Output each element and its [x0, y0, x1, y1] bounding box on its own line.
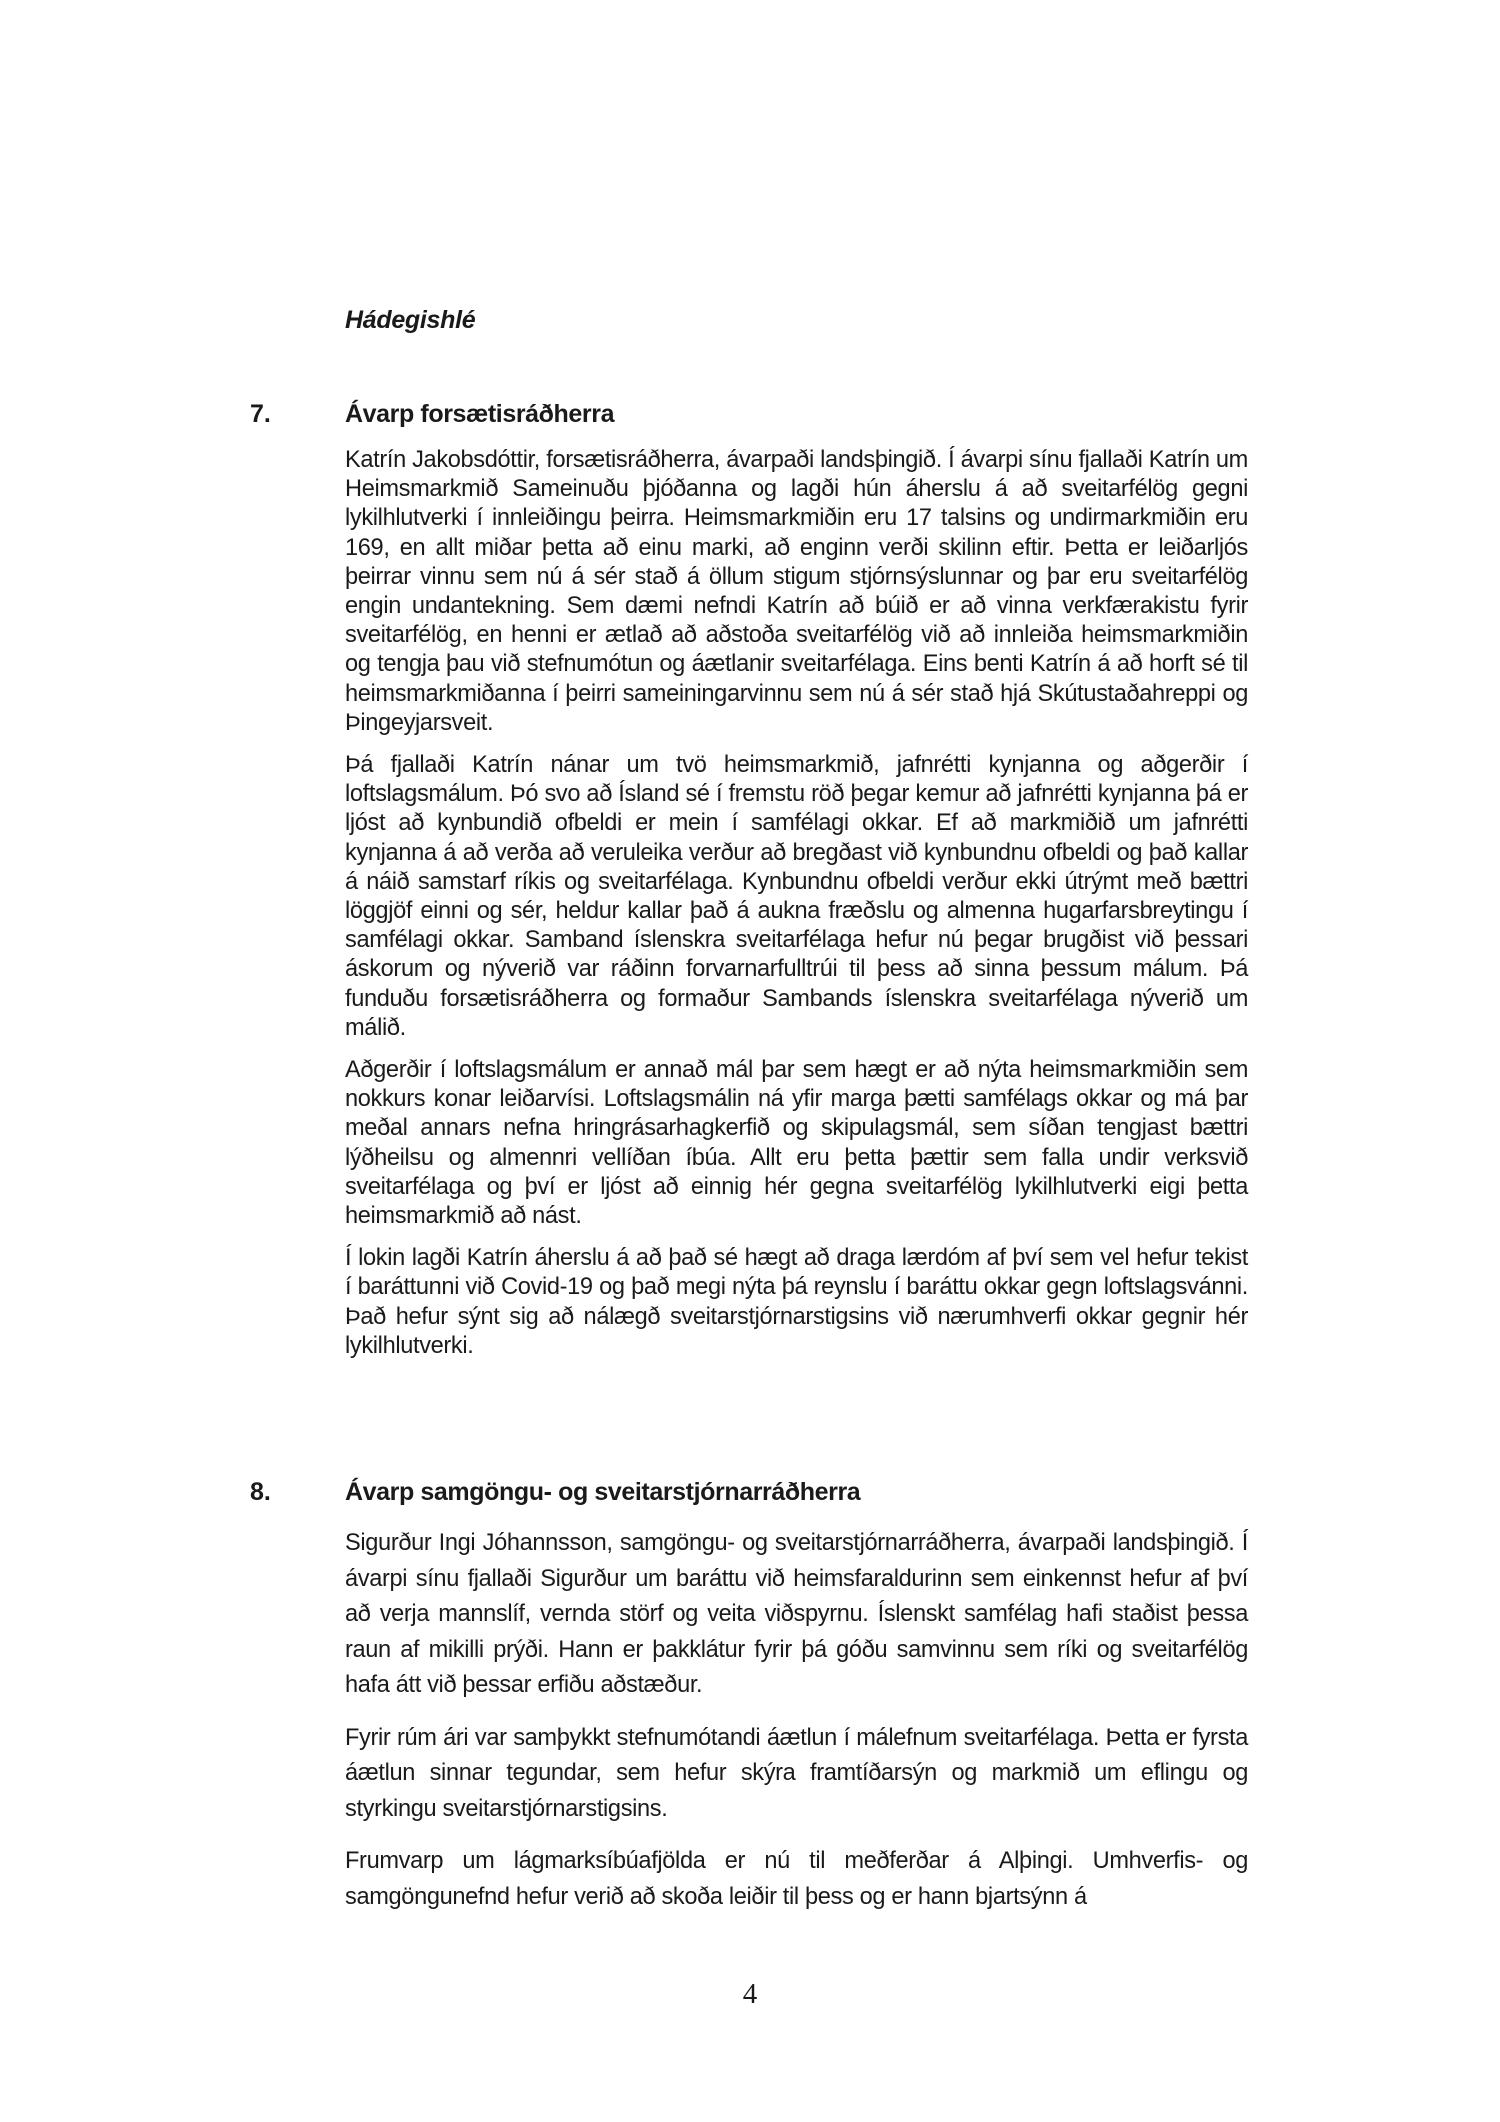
section-heading [250, 400, 1248, 436]
section-title: Ávarp samgöngu- og sveitarstjórnarráðherra [345, 1478, 861, 1506]
section-body [345, 446, 1248, 1361]
paragraph: Sigurður Ingi Jóhannsson, samgöngu- og sveitarstjórnarráðherra, ávarpaði landsþingið. Í ávarpi sínu fjallaði Sigurður um baráttu við heimsfaraldurinn sem einkennst hefur af því að verja mannslíf, vernda störf og veita viðspyrnu. Íslenskt samfélag hafi staðist þessa raun af mikilli prýði. Hann er þakklátur fyrir þá góðu samvinnu sem ríki og sveitarfélög hafa átt við þessar erfiðu aðstæður. [345, 1530, 1248, 1698]
paragraph: Katrín Jakobsdóttir, forsætisráðherra, ávarpaði landsþingið. Í ávarpi sínu fjallaði Katrín um Heimsmarkmið Sameinuðu þjóðanna og lagði hún áherslu á að sveitarfélög gegni lykilhlutverki í innleiðingu þeirra. Heimsmarkmiðin eru 17 talsins og undirmarkmiðin eru 169, en allt miðar þetta að einu marki, að enginn verði skilinn eftir. Þetta er leiðarljós þeirrar vinnu sem nú á sér stað á öllum stigum stjórnsýslunnar og þar eru sveitarfélög engin undantekning. Sem dæmi nefndi Katrín að búið er að vinna verkfærakistu fyrir sveitarfélög, en henni er ætlað að aðstoða sveitarfélög við að innleiða heimsmarkmiðin og tengja þau við stefnumótun og áætlanir sveitarfélaga. Eins benti Katrín á að horft sé til heimsmarkmiðanna í þeirri sameiningarvinnu sem nú á sér stað hjá Skútustaðahreppi og Þingeyjarsveit. [345, 447, 1248, 736]
paragraph: Þá fjallaði Katrín nánar um tvö heimsmarkmið, jafnrétti kynjanna og aðgerðir í loftslagsmálum. Þó svo að Ísland sé í fremstu röð þegar kemur að jafnrétti kynjanna þá er ljóst að kynbundið ofbeldi er mein í samfélagi okkar. Ef að markmiðið um jafnrétti kynjanna á að verða að veruleika verður að bregðast við kynbundnu ofbeldi og það kallar á náið samstarf ríkis og sveitarfélaga. Kynbundnu ofbeldi verður ekki útrýmt með bættri löggjöf einni og sér, heldur kallar það á aukna fræðslu og almenna hugarfarsbreytingu í samfélagi okkar. Samband íslenskra sveitarfélaga hefur nú þegar brugðist við þessari áskorum og nýverið var ráðinn forvarnarfulltrúi til þess að sinna þessum málum. Þá funduðu forsætisráðherra og formaður Sambands íslenskra sveitarfélaga nýverið um málið. [345, 752, 1248, 1041]
paragraph: Fyrir rúm ári var samþykkt stefnumótandi áætlun í málefnum sveitarfélaga. Þetta er fyrsta áætlun sinnar tegundar, sem hefur skýra framtíðarsýn og markmið um eflingu og styrkingu sveitarstjórnarstigsins. [345, 1724, 1248, 1822]
section-number: 8. [250, 1478, 271, 1506]
page-number: 4 [742, 1978, 758, 2010]
paragraph: Í lokin lagði Katrín áherslu á að það sé hægt að draga lærdóm af því sem vel hefur tekist í baráttunni við Covid-19 og það megi nýta þá reynslu í baráttu okkar gegn loftslagsvánni. Það hefur sýnt sig að nálægð sveitarstjórnarstigsins við nærumhverfi okkar gegnir hér lykilhlutverki. [345, 1245, 1248, 1359]
section-heading [250, 1478, 1248, 1514]
section-body [345, 1526, 1248, 1915]
paragraph: Frumvarp um lágmarksíbúafjölda er nú til meðferðar á Alþingi. Umhverfis- og samgöngunefnd hefur verið að skoða leiðir til þess og er hann bjartsýnn á [345, 1848, 1248, 1910]
paragraph: Aðgerðir í loftslagsmálum er annað mál þar sem hægt er að nýta heimsmarkmiðin sem nokkurs konar leiðarvísi. Loftslagsmálin ná yfir marga þætti samfélags okkar og má þar meðal annars nefna hringrásarhagkerfið og skipulagsmál, sem síðan tengjast bættri lýðheilsu og almennri vellíðan íbúa. Allt eru þetta þættir sem falla undir verksvið sveitarfélaga og því er ljóst að einnig hér gegna sveitarfélög lykilhlutverki eigi þetta heimsmarkmið að nást. [345, 1057, 1248, 1230]
section-7 [250, 400, 1248, 1374]
section-number: 7. [250, 400, 271, 428]
lunch-break-label: Hádegishlé [345, 306, 476, 334]
section-8 [250, 1478, 1248, 1932]
section-title: Ávarp forsætisráðherra [345, 400, 615, 428]
